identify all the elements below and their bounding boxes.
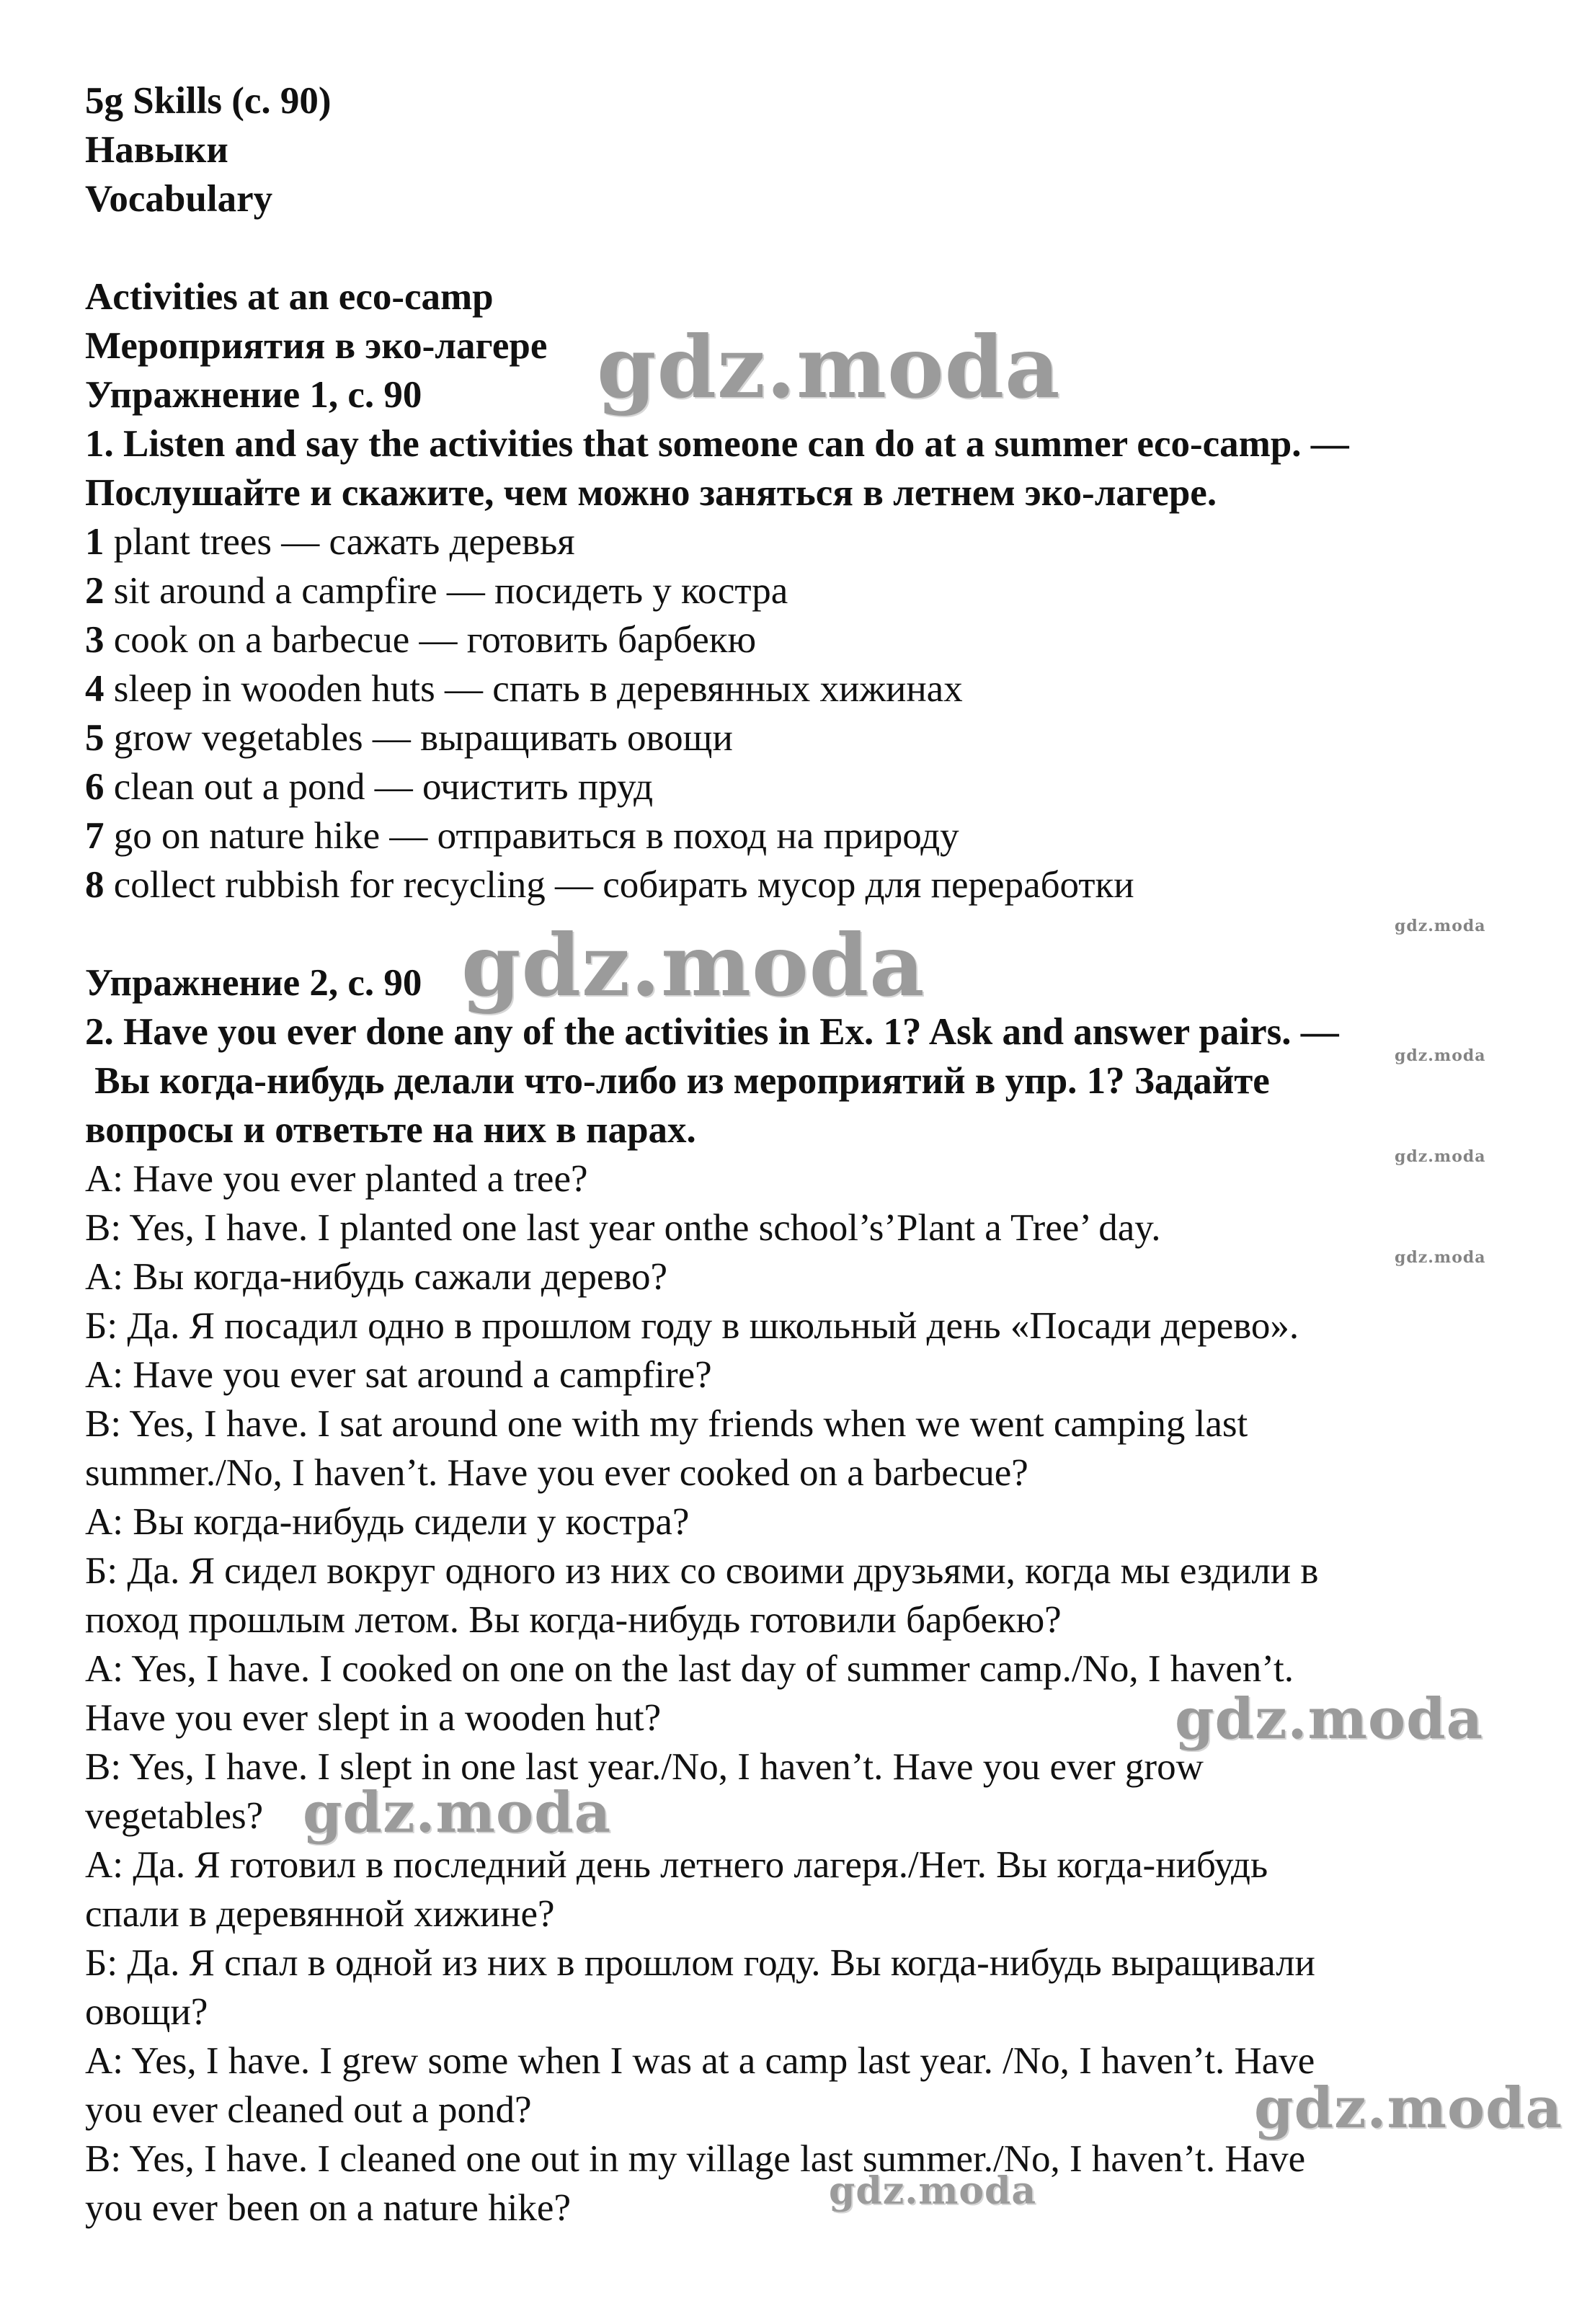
watermark: gdz.moda	[597, 317, 1061, 417]
dialogue-line: Б: Да. Я спал в одной из них в прошлом году. Вы когда-нибудь выращивали	[85, 1942, 1315, 1984]
page-title: 5g Skills (c. 90)	[85, 80, 332, 122]
watermark: gdz.moda	[461, 915, 925, 1015]
watermark: gdz.moda	[1395, 1046, 1486, 1065]
exercise-2-task-en: 2. Have you ever done any of the activities in Ex. 1? Ask and answer pairs. —	[85, 1011, 1339, 1053]
dialogue-line: Б: Да. Я сидел вокруг одного из них со своими друзьями, когда мы ездили в	[85, 1550, 1319, 1592]
dialogue-line: Have you ever slept in a wooden hut?	[85, 1697, 662, 1739]
dialogue-line: vegetables?	[85, 1795, 264, 1837]
dialogue-line: B: Yes, I have. I cleaned one out in my village last summer./No, I haven’t. Have	[85, 2138, 1306, 2180]
dialogue-line: B: Yes, I have. I planted one last year onthe school’s’Plant a Tree’ day.	[85, 1207, 1161, 1249]
dialogue-line: овощи?	[85, 1991, 208, 2033]
list-item: 6 clean out a pond — очистить пруд	[85, 766, 654, 808]
dialogue-line: summer./No, I haven’t. Have you ever cooked on a barbecue?	[85, 1452, 1028, 1494]
exercise-2-heading: Упражнение 2, с. 90	[85, 962, 422, 1004]
dialogue-line: B: Yes, I have. I slept in one last year./No, I haven’t. Have you ever grow	[85, 1746, 1204, 1788]
watermark: gdz.moda	[1175, 1686, 1484, 1752]
topic-title-ru: Мероприятия в эко-лагере	[85, 325, 548, 367]
list-item: 3 cook on a barbecue — готовить барбекю	[85, 619, 757, 661]
watermark: gdz.moda	[1395, 917, 1486, 935]
watermark: gdz.moda	[829, 2169, 1037, 2213]
list-item: 4 sleep in wooden huts — спать в деревянных хижинах	[85, 668, 963, 710]
section-title: Vocabulary	[85, 178, 273, 220]
watermark: gdz.moda	[1395, 1147, 1486, 1166]
list-item: 2 sit around a campfire — посидеть у костра	[85, 570, 788, 612]
dialogue-line: поход прошлым летом. Вы когда-нибудь готовили барбекю?	[85, 1599, 1062, 1641]
list-item: 8 collect rubbish for recycling — собирать мусор для переработки	[85, 864, 1134, 906]
dialogue-line: Б: Да. Я посадил одно в прошлом году в школьный день «Посади дерево».	[85, 1305, 1299, 1347]
watermark: gdz.moda	[1395, 1248, 1486, 1267]
dialogue-line: А: Вы когда-нибудь сажали дерево?	[85, 1256, 668, 1298]
watermark: gdz.moda	[303, 1780, 612, 1846]
page-title-ru: Навыки	[85, 129, 228, 171]
dialogue-line: A: Have you ever sat around a campfire?	[85, 1354, 712, 1396]
list-item: 7 go on nature hike — отправиться в поход на природу	[85, 815, 959, 857]
list-item: 1 plant trees — сажать деревья	[85, 521, 575, 563]
exercise-1-task-en: 1. Listen and say the activities that someone can do at a summer eco-camp. —	[85, 423, 1349, 465]
dialogue-line: А: Вы когда-нибудь сидели у костра?	[85, 1501, 690, 1543]
dialogue-line: спали в деревянной хижине?	[85, 1893, 555, 1935]
exercise-1-task-ru: Послушайте и скажите, чем можно заняться в летнем эко-лагере.	[85, 472, 1217, 514]
dialogue-line: А: Да. Я готовил в последний день летнего лагеря./Нет. Вы когда-нибудь	[85, 1844, 1268, 1886]
dialogue-line: A: Yes, I have. I grew some when I was at a camp last year. /No, I haven’t. Have	[85, 2040, 1315, 2082]
dialogue-line: B: Yes, I have. I sat around one with my friends when we went camping last	[85, 1403, 1248, 1445]
exercise-1-heading: Упражнение 1, с. 90	[85, 374, 422, 416]
watermark: gdz.moda	[1254, 2075, 1563, 2141]
exercise-2-task-ru-2: вопросы и ответьте на них в парах.	[85, 1109, 696, 1151]
topic-title: Activities at an eco-camp	[85, 276, 494, 318]
exercise-2-task-ru-1: Вы когда-нибудь делали что-либо из мероприятий в упр. 1? Задайте	[85, 1060, 1270, 1102]
list-item: 5 grow vegetables — выращивать овощи	[85, 717, 733, 759]
dialogue-line: A: Yes, I have. I cooked on one on the last day of summer camp./No, I haven’t.	[85, 1648, 1294, 1690]
dialogue-line: A: Have you ever planted a tree?	[85, 1158, 588, 1200]
dialogue-line: you ever been on a nature hike?	[85, 2187, 571, 2229]
dialogue-line: you ever cleaned out a pond?	[85, 2089, 532, 2131]
